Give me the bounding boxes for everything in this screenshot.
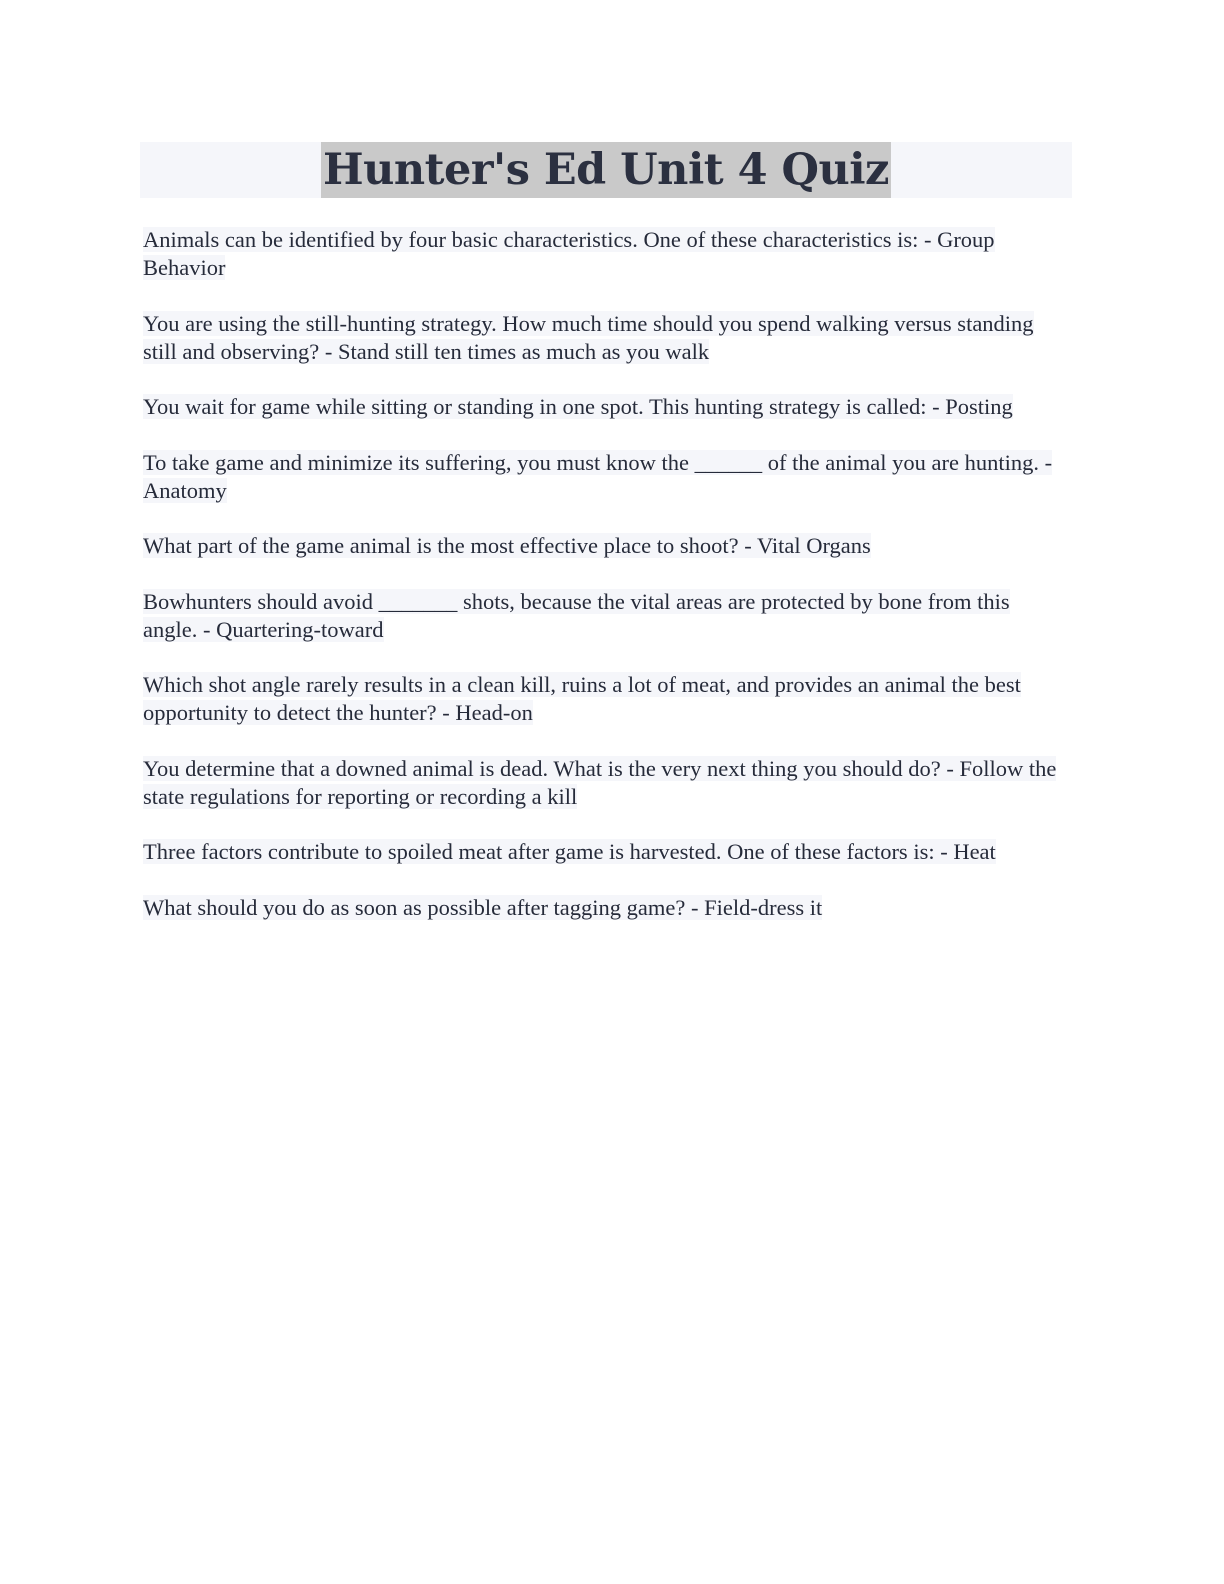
quiz-item-text: Bowhunters should avoid _______ shots, because the vital areas are protected by bone from this angle. - Quartering-toward (143, 588, 1010, 642)
quiz-item-text: Three factors contribute to spoiled meat after game is harvested. One of these factors is: - Heat (143, 839, 996, 864)
quiz-item-text: You wait for game while sitting or standing in one spot. This hunting strategy is called: - Posting (143, 394, 1013, 419)
page-title: Hunter's Ed Unit 4 Quiz (321, 142, 891, 198)
quiz-item-text: You determine that a downed animal is dead. What is the very next thing you should do? - Follow the state regulations for reporting or recording a kill (143, 755, 1057, 809)
quiz-item-text: To take game and minimize its suffering, you must know the ______ of the animal you are hunting. - Anatomy (143, 449, 1053, 503)
quiz-item (143, 449, 1063, 505)
quiz-item (143, 588, 1063, 644)
quiz-item (143, 671, 1063, 727)
quiz-item (143, 310, 1063, 366)
quiz-item-text: You are using the still-hunting strategy. How much time should you spend walking versus standing still and observing? - Stand still ten times as much as you walk (143, 310, 1034, 364)
quiz-item-text: Animals can be identified by four basic characteristics. One of these characteristics is: - Group Behavior (143, 227, 995, 280)
quiz-item-text: What part of the game animal is the most effective place to shoot? - Vital Organs (143, 533, 871, 558)
quiz-item (143, 226, 1063, 282)
quiz-item (143, 393, 1063, 421)
quiz-item-text: Which shot angle rarely results in a clean kill, ruins a lot of meat, and provides an animal the best opportunity to detect the hunter? - Head-on (143, 672, 1021, 725)
quiz-item (143, 532, 1063, 560)
title-band (140, 142, 1072, 198)
quiz-item (143, 838, 1063, 866)
quiz-item (143, 894, 1063, 922)
quiz-item (143, 755, 1063, 811)
quiz-question-list (143, 226, 1063, 949)
quiz-item-text: What should you do as soon as possible after tagging game? - Field-dress it (143, 894, 823, 920)
